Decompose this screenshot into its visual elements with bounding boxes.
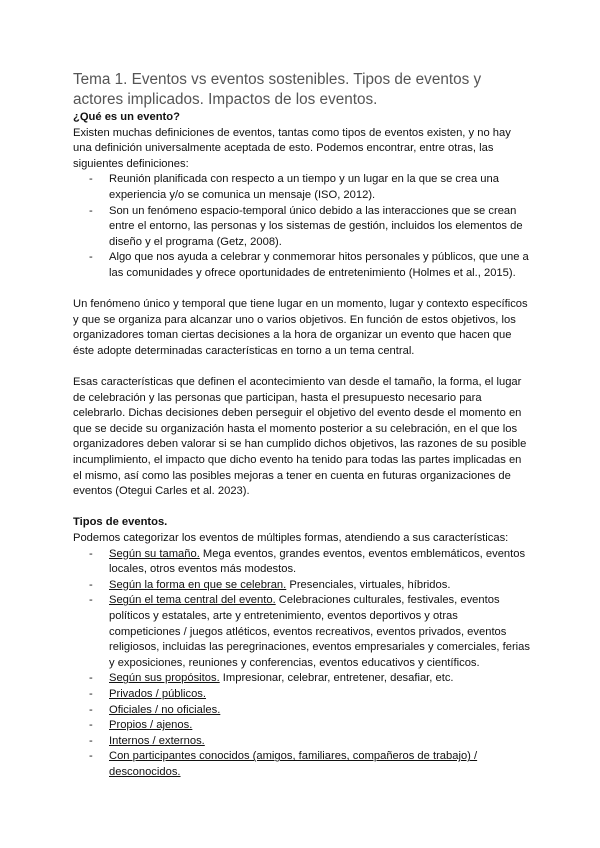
bullet-dash: - (89, 578, 93, 591)
type-label: Según la forma en que se celebran. (109, 578, 287, 591)
definition-text: Reunión planificada con respecto a un tiempo y un lugar en la que se crea una experiencia y/o se comunica un mensaje (ISO, 2012). (109, 173, 499, 201)
list-item (89, 734, 531, 750)
bullet-dash: - (89, 734, 93, 747)
intro-paragraph: Existen muchas definiciones de eventos, tantas como tipos de eventos existen, y no hay una definición universalmente aceptada de esto. Podemos encontrar, entre otras, las siguientes definiciones: (73, 126, 511, 170)
document-page (73, 70, 531, 781)
bullet-dash: - (89, 547, 93, 560)
paragraph: Un fenómeno único y temporal que tiene lugar en un momento, lugar y contexto específicos y que se organiza para alcanzar uno o varios objetivos. En función de estos objetivos, los organizadores toman ciertas decisiones a la hora de organizar un evento que hacen que éste adopte determinadas características en torno a un tema central. (73, 298, 528, 357)
list-item (89, 749, 531, 780)
definition-text: Algo que nos ayuda a celebrar y conmemorar hitos personales y públicos, que une a las comunidades y ofrece oportunidades de entretenimiento (Holmes et al., 2015). (109, 251, 529, 279)
bullet-dash: - (89, 672, 93, 685)
list-item (89, 172, 531, 203)
type-label: Oficiales / no oficiales. (109, 703, 221, 716)
type-text: Presenciales, virtuales, híbridos. (286, 578, 451, 591)
list-item (89, 671, 531, 687)
type-label: Según su tamaño. (109, 547, 200, 560)
list-item (89, 578, 531, 594)
list-item (89, 250, 531, 281)
type-text: Mega eventos, grandes eventos, eventos emblemáticos, eventos locales, otros eventos más modestos. (109, 547, 526, 576)
type-label: Internos / externos. (109, 734, 205, 747)
type-label: Propios / ajenos. (109, 719, 193, 732)
type-label: Según sus propósitos. (109, 672, 220, 685)
bullet-dash: - (89, 750, 93, 763)
list-item (89, 703, 531, 719)
bullet-dash: - (89, 594, 93, 607)
bullet-dash: - (89, 204, 93, 217)
bullet-dash: - (89, 173, 93, 186)
intro-paragraph: Podemos categorizar los eventos de múltiples formas, atendiendo a sus características: (73, 532, 509, 545)
section-heading-event-types: Tipos de eventos. (73, 516, 168, 529)
type-text: Celebraciones culturales, festivales, eventos políticos y estatales, arte y entretenimiento, eventos deportivos y otras competiciones / juegos atléticos, eventos recreativos, eventos privados, eventos religiosos, incluidas las peregrinaciones, eventos empresariales y comerciales, ferias y exposiciones, reuniones y conferencias, eventos educativos y científicos. (109, 594, 530, 669)
section-heading-what-is-event: ¿Qué es un evento? (73, 111, 180, 123)
definitions-list (73, 172, 531, 281)
type-label: Privados / públicos. (109, 687, 207, 700)
event-types-list (73, 547, 531, 781)
paragraph: Esas características que definen el acontecimiento van desde el tamaño, la forma, el lugar de celebración y las personas que participan, hasta el presupuesto necesario para celebrarlo. Dichas decisiones deben perseguir el objetivo del evento desde el momento en que se decide su organización hasta el momento posterior a su celebración, en el que los organizadores deben valorar si se han cumplido dichos objetivos, las razones de su posible incumplimiento, el impacto que dicho evento ha tenido para todas las partes implicadas en el mismo, así como las posibles mejoras a tener en cuenta en futuras organizaciones de eventos (Otegui Carles et al. 2023). (73, 376, 527, 498)
bullet-dash: - (89, 687, 93, 700)
bullet-dash: - (89, 719, 93, 732)
document-title: Tema 1. Eventos vs eventos sostenibles. Tipos de eventos y actores implicados. Impactos de los eventos. (73, 71, 482, 108)
list-item (89, 593, 531, 671)
type-label: Según el tema central del evento. (109, 594, 276, 607)
type-text: Impresionar, celebrar, entretener, desafiar, etc. (219, 672, 454, 685)
bullet-dash: - (89, 251, 93, 264)
list-item (89, 204, 531, 251)
list-item (89, 547, 531, 578)
definition-text: Son un fenómeno espacio-temporal único debido a las interacciones que se crean entre el entorno, las personas y los sistemas de gestión, incluidos los elementos de diseño y el programa (Getz, 2008). (109, 204, 523, 248)
list-item (89, 687, 531, 703)
list-item (89, 718, 531, 734)
bullet-dash: - (89, 703, 93, 716)
type-label: Con participantes conocidos (amigos, familiares, compañeros de trabajo) / desconocidos. (109, 750, 478, 778)
